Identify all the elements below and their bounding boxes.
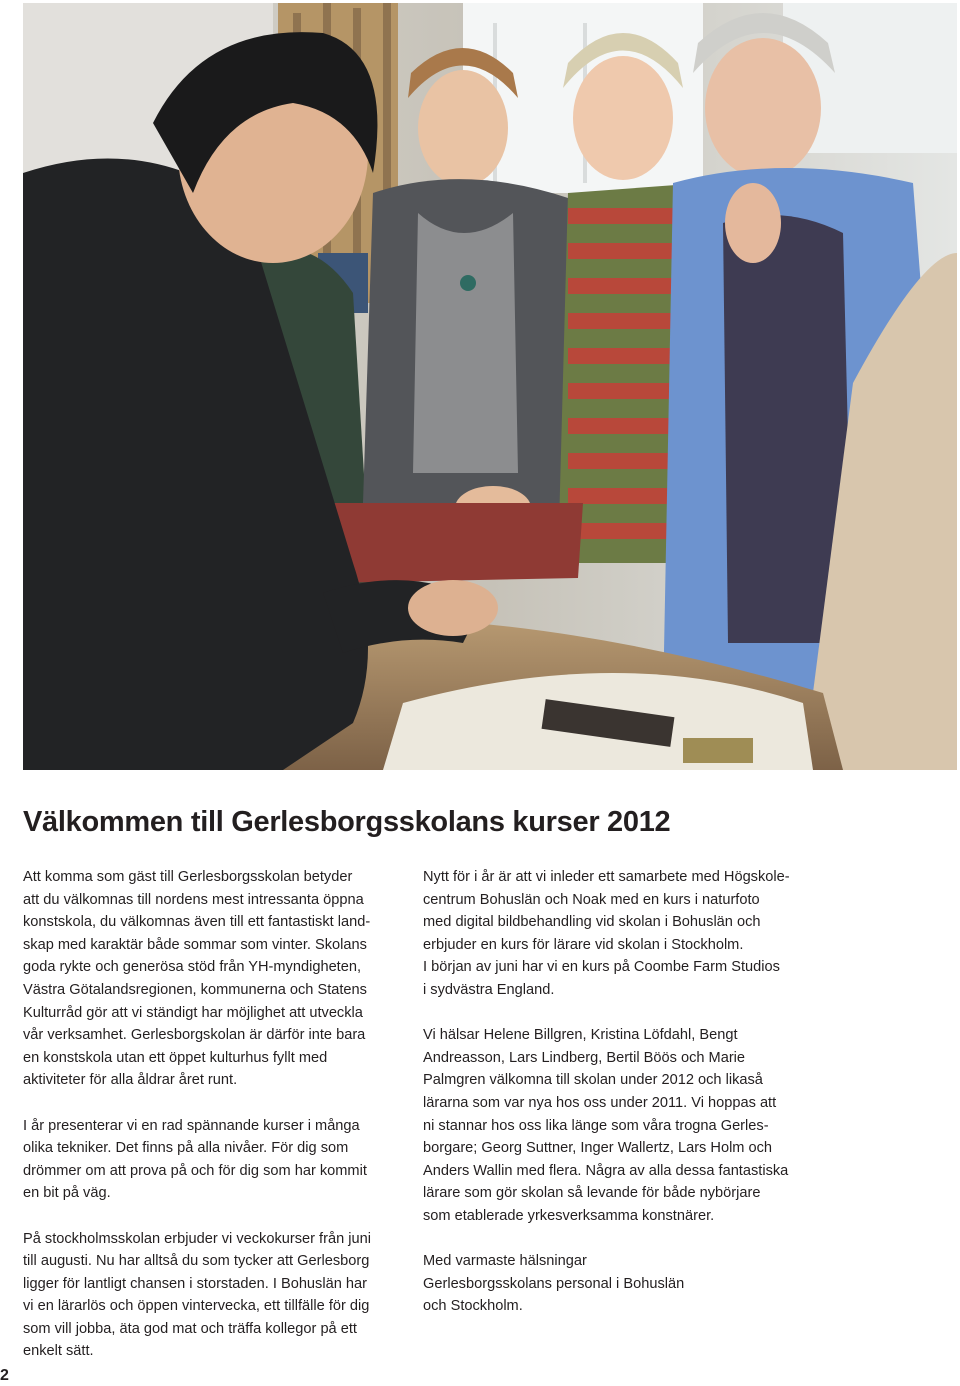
text-line: Att komma som gäst till Gerlesborgsskolan betyder — [23, 869, 353, 885]
stockholm-paragraph — [23, 1228, 403, 1364]
text-line: Västra Götalandsregionen, kommunerna och Statens — [23, 981, 367, 998]
text-line: goda rykte och generösa stöd från YH-myndigheten, — [23, 959, 362, 976]
text-line: i sydvästra England. — [423, 981, 555, 998]
greeting-signature — [423, 1250, 803, 1318]
text-line: På stockholmsskolan erbjuder vi veckokurser från juni — [23, 1230, 371, 1247]
text-line: ligger för lantligt chansen i storstaden. I Bohuslän har — [23, 1275, 367, 1292]
text-line: att du välkomnas till nordens mest intressanta öppna — [23, 891, 364, 908]
text-line: och Stockholm. — [423, 1298, 523, 1315]
text-line: Palmgren välkomna till skolan under 2012 och likaså — [423, 1072, 763, 1089]
text-line: konstskola, du välkomnas även till ett fantastiskt land- — [23, 914, 371, 931]
text-line: som vill jobba, äta god mat och träffa kollegor på ett — [23, 1320, 357, 1337]
text-line: Vi hälsar Helene Billgren, Kristina Löfdahl, Bengt — [423, 1027, 738, 1044]
text-line: Anders Wallin med flera. Några av alla dessa fantastiska — [423, 1162, 789, 1179]
left-column — [23, 866, 403, 1386]
text-line: Gerlesborgsskolans personal i Bohuslän — [423, 1275, 685, 1292]
text-line: olika tekniker. Det finns på alla nivåer. För dig som — [23, 1140, 349, 1157]
text-line: aktiviteter för alla åldrar året runt. — [23, 1072, 238, 1089]
text-line: I början av juni har vi en kurs på Coombe Farm Studios — [423, 959, 780, 976]
intro-paragraph — [23, 866, 403, 1092]
text-line: erbjuder en kurs för lärare vid skolan i Stockholm. — [423, 936, 744, 953]
page-number: 2 — [0, 1367, 9, 1384]
text-line: till augusti. Nu har alltså du som tycker att Gerlesborg — [23, 1253, 370, 1270]
text-line: enkelt sätt. — [23, 1343, 94, 1360]
text-line: vår verksamhet. Gerlesborgskolan är därför inte bara — [23, 1027, 366, 1044]
text-line: skap med karaktär både sommar som vinter. Skolans — [23, 936, 367, 953]
text-line: en bit på väg. — [23, 1185, 111, 1202]
text-line: vi en lärarlös och öppen vintervecka, ett tillfälle för dig — [23, 1298, 370, 1315]
right-column — [423, 866, 803, 1340]
text-line: Med varmaste hälsningar — [423, 1253, 587, 1270]
text-line: lärarna som var nya hos oss under 2011. Vi hoppas att — [423, 1094, 777, 1111]
text-line: Nytt för i år är att vi inleder ett samarbete med Högskole- — [423, 869, 790, 885]
workshop-photo — [23, 3, 957, 770]
text-line: Kulturråd gör att vi ständigt har möjlighet att utveckla — [23, 1004, 363, 1021]
page-headline: Välkommen till Gerlesborgsskolans kurser 2012 — [23, 806, 671, 838]
teachers-paragraph — [423, 1024, 803, 1227]
text-line: I år presenterar vi en rad spännande kurser i många — [23, 1117, 360, 1134]
text-line: med digital bildbehandling vid skolan i Bohuslän och — [423, 914, 761, 931]
workshop-photo-illustration — [23, 3, 957, 770]
text-line: drömmer om att prova på och för dig som har kommit — [23, 1162, 367, 1179]
text-line: Andreasson, Lars Lindberg, Bertil Böös och Marie — [423, 1049, 746, 1066]
text-line: en konstskola utan ett öppet kulturhus fyllt med — [23, 1049, 328, 1066]
courses-paragraph — [23, 1115, 403, 1205]
text-line: som etablerade yrkesverksamma konstnärer. — [423, 1207, 715, 1224]
text-line: lärare som gör skolan så levande för både nybörjare — [423, 1185, 761, 1202]
text-line: ni stannar hos oss lika länge som våra trogna Gerles- — [423, 1117, 769, 1134]
text-line: centrum Bohuslän och Noak med en kurs i naturfoto — [423, 891, 760, 908]
news-paragraph — [423, 866, 803, 1002]
text-line: borgare; Georg Suttner, Inger Wallertz, Lars Holm och — [423, 1140, 773, 1157]
